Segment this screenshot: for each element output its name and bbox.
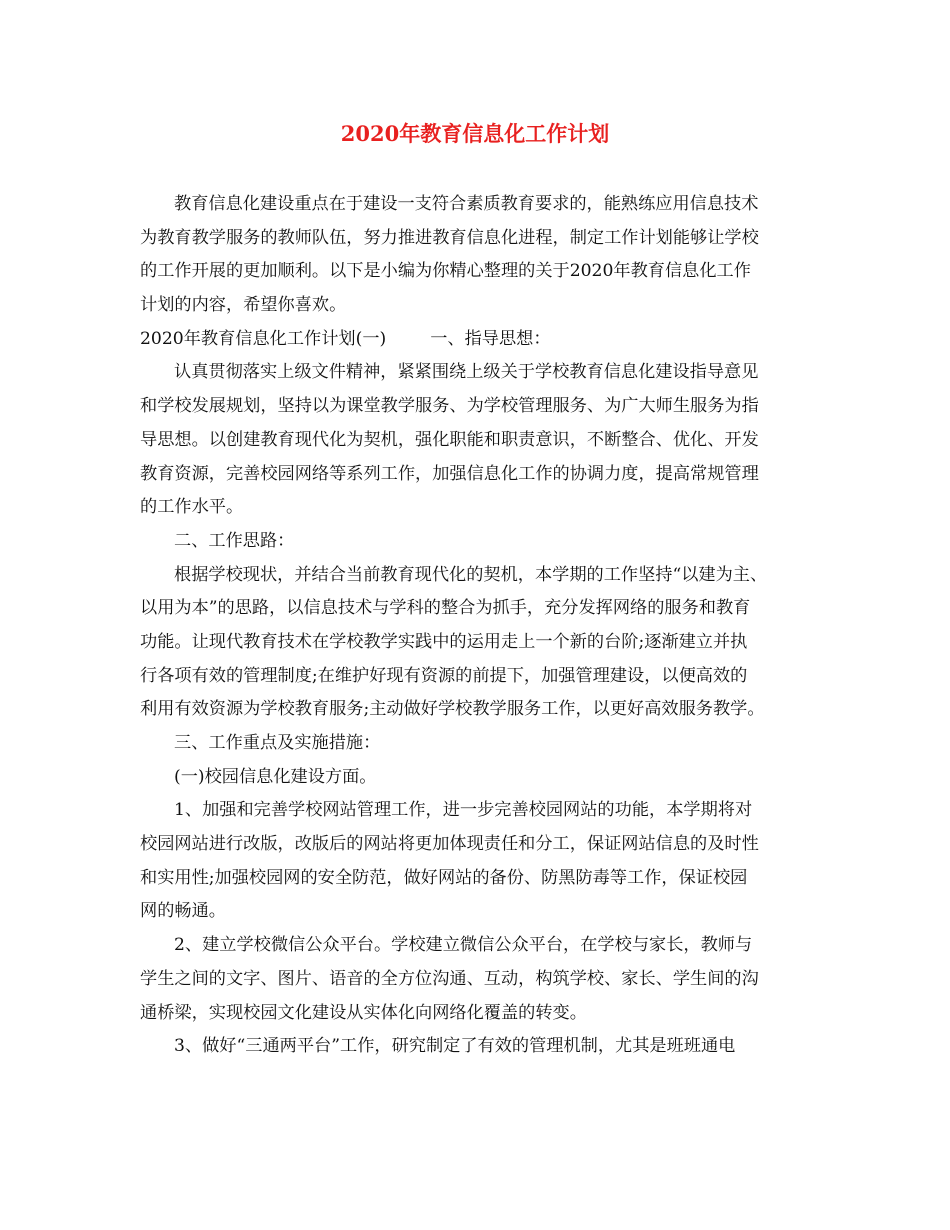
paragraph-line: 计划的内容，希望你喜欢。 — [140, 295, 347, 316]
paragraph-line: 根据学校现状，并结合当前教育现代化的契机，本学期的工作坚持“以建为主、 — [174, 564, 768, 585]
section-heading: 一、指导思想： — [430, 328, 551, 349]
paragraph-line: 1、加强和完善学校网站管理工作，进一步完善校园网站的功能，本学期将对 — [174, 800, 753, 821]
plan-subtitle: 2020年教育信息化工作计划(一) — [140, 328, 387, 349]
document-title: 2020年教育信息化工作计划 — [340, 121, 610, 146]
subsection-heading: (一)校园信息化建设方面。 — [174, 766, 377, 787]
paragraph-line: 学生之间的文字、图片、语音的全方位沟通、互动，构筑学校、家长、学生间的沟 — [140, 968, 759, 989]
section-heading: 三、工作重点及实施措施： — [174, 733, 381, 753]
document-body — [140, 188, 820, 1064]
paragraph-line: 校园网站进行改版，改版后的网站将更加体现责任和分工，保证网站信息的及时性 — [140, 834, 759, 855]
paragraph-line: 利用有效资源为学校教育服务;主动做好学校教学服务工作，以更好高效服务教学。 — [140, 699, 765, 720]
paragraph-line: 和学校发展规划，坚持以为课堂教学服务、为学校管理服务、为广大师生服务为指 — [140, 396, 759, 417]
section-heading: 二、工作思路： — [174, 530, 295, 551]
paragraph-line: 教育资源，完善校园网络等系列工作，加强信息化工作的协调力度，提高常规管理 — [140, 463, 759, 484]
paragraph-line: 导思想。以创建教育现代化为契机，强化职能和职责意识，不断整合、优化、开发 — [140, 429, 759, 450]
paragraph-line: 2、建立学校微信公众平台。学校建立微信公众平台，在学校与家长，教师与 — [174, 935, 753, 956]
paragraph-line: 认真贯彻落实上级文件精神，紧紧围绕上级关于学校教育信息化建设指导意见 — [174, 362, 759, 383]
paragraph-line: 为教育教学服务的教师队伍，努力推进教育信息化进程，制定工作计划能够让学校 — [140, 227, 759, 248]
paragraph-line: 和实用性;加强校园网的安全防范，做好网站的备份、防黑防毒等工作，保证校园 — [140, 867, 748, 888]
section-line — [140, 323, 820, 357]
paragraph-line: 的工作开展的更加顺利。以下是小编为你精心整理的关于2020年教育信息化工作 — [140, 261, 751, 282]
paragraph-line: 行各项有效的管理制度;在维护好现有资源的前提下，加强管理建设，以便高效的 — [140, 665, 748, 686]
paragraph-line: 通桥梁，实现校园文化建设从实体化向网络化覆盖的转变。 — [140, 1002, 587, 1023]
paragraph-line: 以用为本”的思路，以信息技术与学科的整合为抓手，充分发挥网络的服务和教育 — [140, 598, 751, 619]
paragraph-line: 教育信息化建设重点在于建设一支符合素质教育要求的，能熟练应用信息技术 — [174, 194, 759, 214]
paragraph-line: 3、做好“三通两平台”工作，研究制定了有效的管理机制，尤其是班班通电 — [174, 1036, 736, 1057]
paragraph-line: 功能。让现代教育技术在学校教学实践中的运用走上一个新的台阶;逐渐建立并执 — [140, 631, 748, 652]
paragraph-line: 的工作水平。 — [140, 497, 244, 518]
paragraph-line: 网的畅通。 — [140, 901, 226, 922]
